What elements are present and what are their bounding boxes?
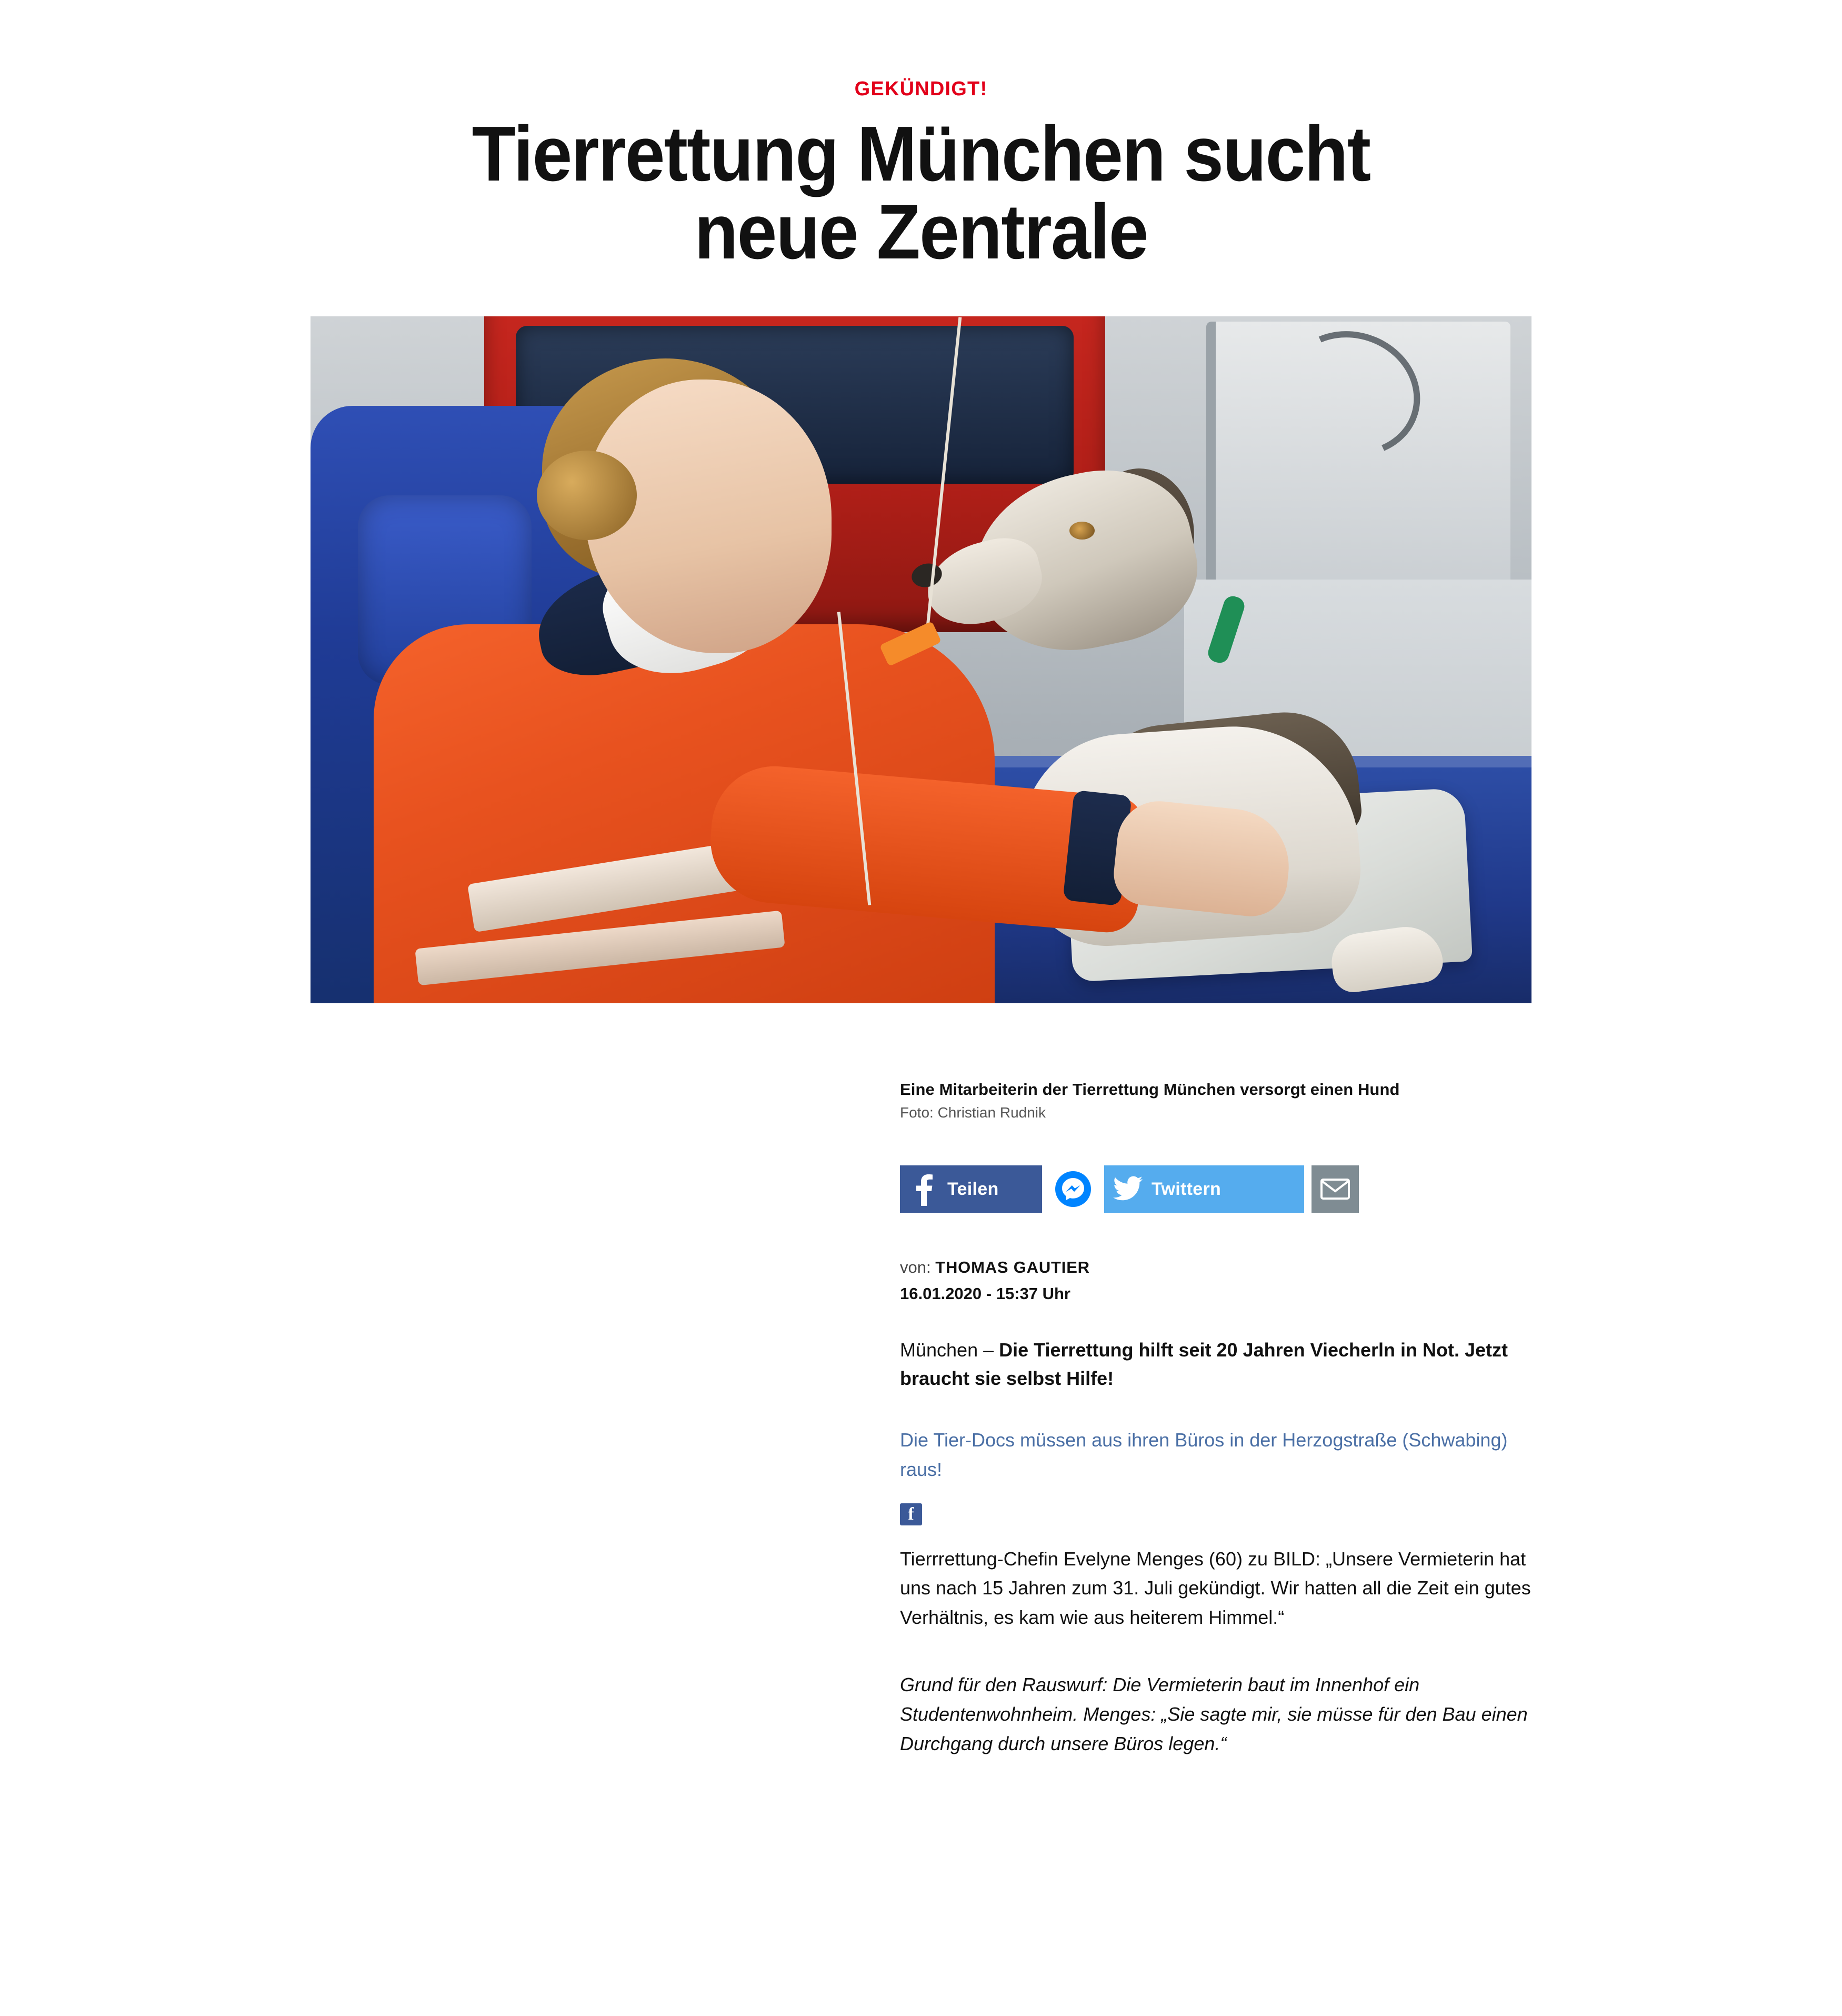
article-timestamp: 16.01.2020 - 15:37 Uhr bbox=[900, 1284, 1070, 1303]
byline-prefix: von: bbox=[900, 1258, 931, 1276]
byline-author[interactable]: THOMAS GAUTIER bbox=[935, 1258, 1090, 1276]
share-messenger-button[interactable] bbox=[1049, 1165, 1097, 1213]
medic-hair-bun bbox=[537, 451, 637, 540]
image-caption: Eine Mitarbeiterin der Tierrettung München versorgt einen Hund bbox=[900, 1080, 1400, 1099]
share-twitter-button[interactable] bbox=[1104, 1165, 1304, 1213]
article-paragraph-italic: Grund für den Rauswurf: Die Vermieterin baut im Innenhof ein Studentenwohnheim. Menges: „Sie sagte mir, sie müsse für den Bau einen Durchgang durch unsere Büros legen.“ bbox=[900, 1673, 1528, 1754]
share-email-button[interactable] bbox=[1312, 1165, 1359, 1213]
headline-line-2: neue Zentrale bbox=[694, 188, 1148, 275]
image-credit: Foto: Christian Rudnik bbox=[900, 1104, 1046, 1121]
article-kicker: GEKÜNDIGT! bbox=[854, 78, 988, 100]
article-lead bbox=[900, 1336, 1553, 1393]
lead-bold-text: Die Tierrettung hilft seit 20 Jahren Viecherln in Not. Jetzt braucht sie selbst Hilfe! bbox=[900, 1339, 1508, 1389]
headline-line-1: Tierrettung München sucht bbox=[472, 111, 1370, 197]
share-twitter-label: Twittern bbox=[1152, 1179, 1222, 1199]
share-facebook-label: Teilen bbox=[947, 1179, 999, 1199]
dog-eye bbox=[1069, 522, 1095, 540]
inline-facebook-icon[interactable]: f bbox=[900, 1503, 922, 1525]
twitter-icon bbox=[1104, 1176, 1152, 1202]
share-facebook-button[interactable] bbox=[900, 1165, 1042, 1213]
byline bbox=[900, 1258, 1553, 1277]
article-link-paragraph[interactable]: Die Tier-Docs müssen aus ihren Büros in der Herzogstraße (Schwabing) raus! bbox=[900, 1429, 1508, 1480]
messenger-icon bbox=[1049, 1171, 1097, 1207]
lead-place: München – bbox=[900, 1339, 999, 1361]
page-title bbox=[388, 111, 1454, 275]
article-paragraph-quote: Tierrrettung-Chefin Evelyne Menges (60) zu BILD: „Unsere Vermieterin hat uns nach 15 Jahren zum 31. Juli gekündigt. Wir hatten all die Zeit ein gutes Verhältnis, es kam wie aus heiterem Himmel.“ bbox=[900, 1548, 1531, 1629]
share-bar bbox=[900, 1165, 1553, 1213]
article-hero-image bbox=[311, 316, 1531, 1003]
facebook-icon bbox=[900, 1172, 947, 1206]
hero-illustration bbox=[311, 316, 1531, 1003]
article-content bbox=[289, 1080, 1553, 1758]
envelope-icon bbox=[1312, 1177, 1359, 1201]
image-caption-block bbox=[900, 1080, 1553, 1121]
